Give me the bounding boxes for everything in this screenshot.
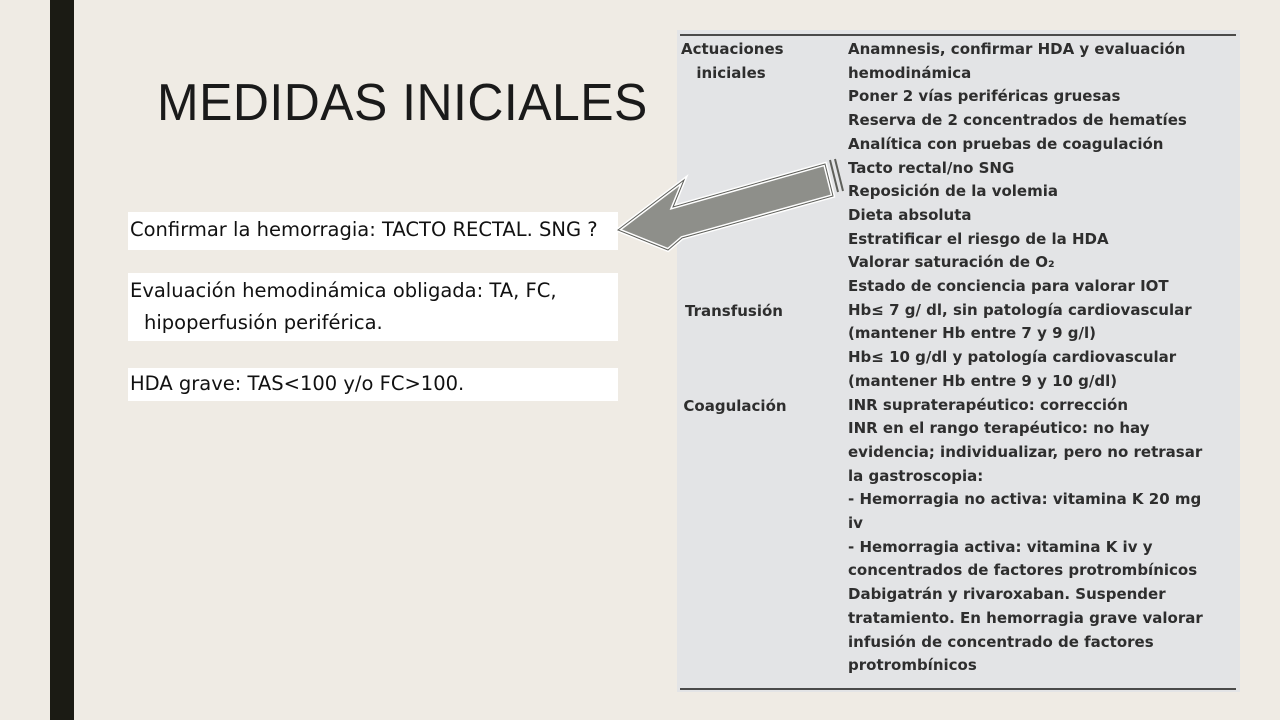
confirm-hemorrhage-text: Confirmar la hemorragia: TACTO RECTAL. SNG ? [130, 218, 598, 241]
table-item: infusión de concentrado de factores [848, 632, 1154, 651]
label-line: Transfusión [685, 302, 783, 320]
table-item: Valorar saturación de O₂ [848, 253, 1055, 272]
confirm-hemorrhage-box [128, 212, 618, 250]
table-item: Dabigatrán y rivaroxaban. Suspender [848, 585, 1166, 604]
severe-hda-text: HDA grave: TAS<100 y/o FC>100. [130, 372, 465, 395]
table-item: evidencia; individualizar, pero no retrasar [848, 442, 1203, 461]
label-line: iniciales [696, 63, 766, 82]
label-line: Actuaciones [681, 40, 784, 58]
table-items-column [848, 38, 1240, 678]
table-bottom-rule [680, 688, 1236, 690]
table-item: iv [848, 514, 863, 533]
hemodynamic-evaluation-box [128, 273, 618, 341]
table-item: INR supraterapéutico: corrección [848, 395, 1129, 414]
hemodynamic-line-1: Evaluación hemodinámica obligada: TA, FC, [130, 279, 557, 302]
table-item: tratamiento. En hemorragia grave valorar [848, 608, 1203, 627]
label-coagulacion [681, 395, 789, 419]
table-item: Poner 2 vías periféricas gruesas [848, 87, 1121, 106]
table-item: - Hemorragia activa: vitamina K iv y [848, 537, 1153, 556]
table-item: protrombínicos [848, 656, 977, 675]
table-item: concentrados de factores protrombínicos [848, 561, 1198, 580]
table-item: Estratificar el riesgo de la HDA [848, 229, 1109, 248]
table-item: Hb≤ 7 g/ dl, sin patología cardiovascular [848, 300, 1192, 319]
table-item: Hb≤ 10 g/dl y patología cardiovascular [848, 348, 1177, 367]
pointer-arrow-icon [600, 150, 850, 260]
table-item: la gastroscopia: [848, 466, 984, 485]
measures-table [677, 30, 1240, 692]
table-item: Anamnesis, confirmar HDA y evaluación [848, 40, 1186, 58]
table-item: Dieta absoluta [848, 205, 972, 224]
table-item: Analítica con pruebas de coagulación [848, 134, 1164, 153]
table-item: hemodinámica [848, 63, 972, 82]
table-item: Tacto rectal/no SNG [848, 158, 1015, 177]
label-transfusion [681, 300, 787, 324]
label-line: Coagulación [683, 397, 787, 415]
side-accent-bar [50, 0, 74, 720]
severe-hda-box [128, 368, 618, 401]
table-item: Reserva de 2 concentrados de hematíes [848, 111, 1187, 130]
table-item: - Hemorragia no activa: vitamina K 20 mg [848, 490, 1202, 509]
table-top-rule [680, 34, 1236, 36]
slide-title: MEDIDAS INICIALES [157, 74, 648, 132]
table-item: INR en el rango terapéutico: no hay [848, 419, 1150, 438]
table-item: (mantener Hb entre 7 y 9 g/l) [848, 324, 1096, 343]
label-actuaciones-iniciales [681, 38, 784, 85]
table-item: (mantener Hb entre 9 y 10 g/dl) [848, 371, 1118, 390]
hemodynamic-line-2: hipoperfusión periférica. [144, 311, 383, 334]
table-item: Estado de conciencia para valorar IOT [848, 277, 1169, 296]
table-item: Reposición de la volemia [848, 182, 1058, 201]
